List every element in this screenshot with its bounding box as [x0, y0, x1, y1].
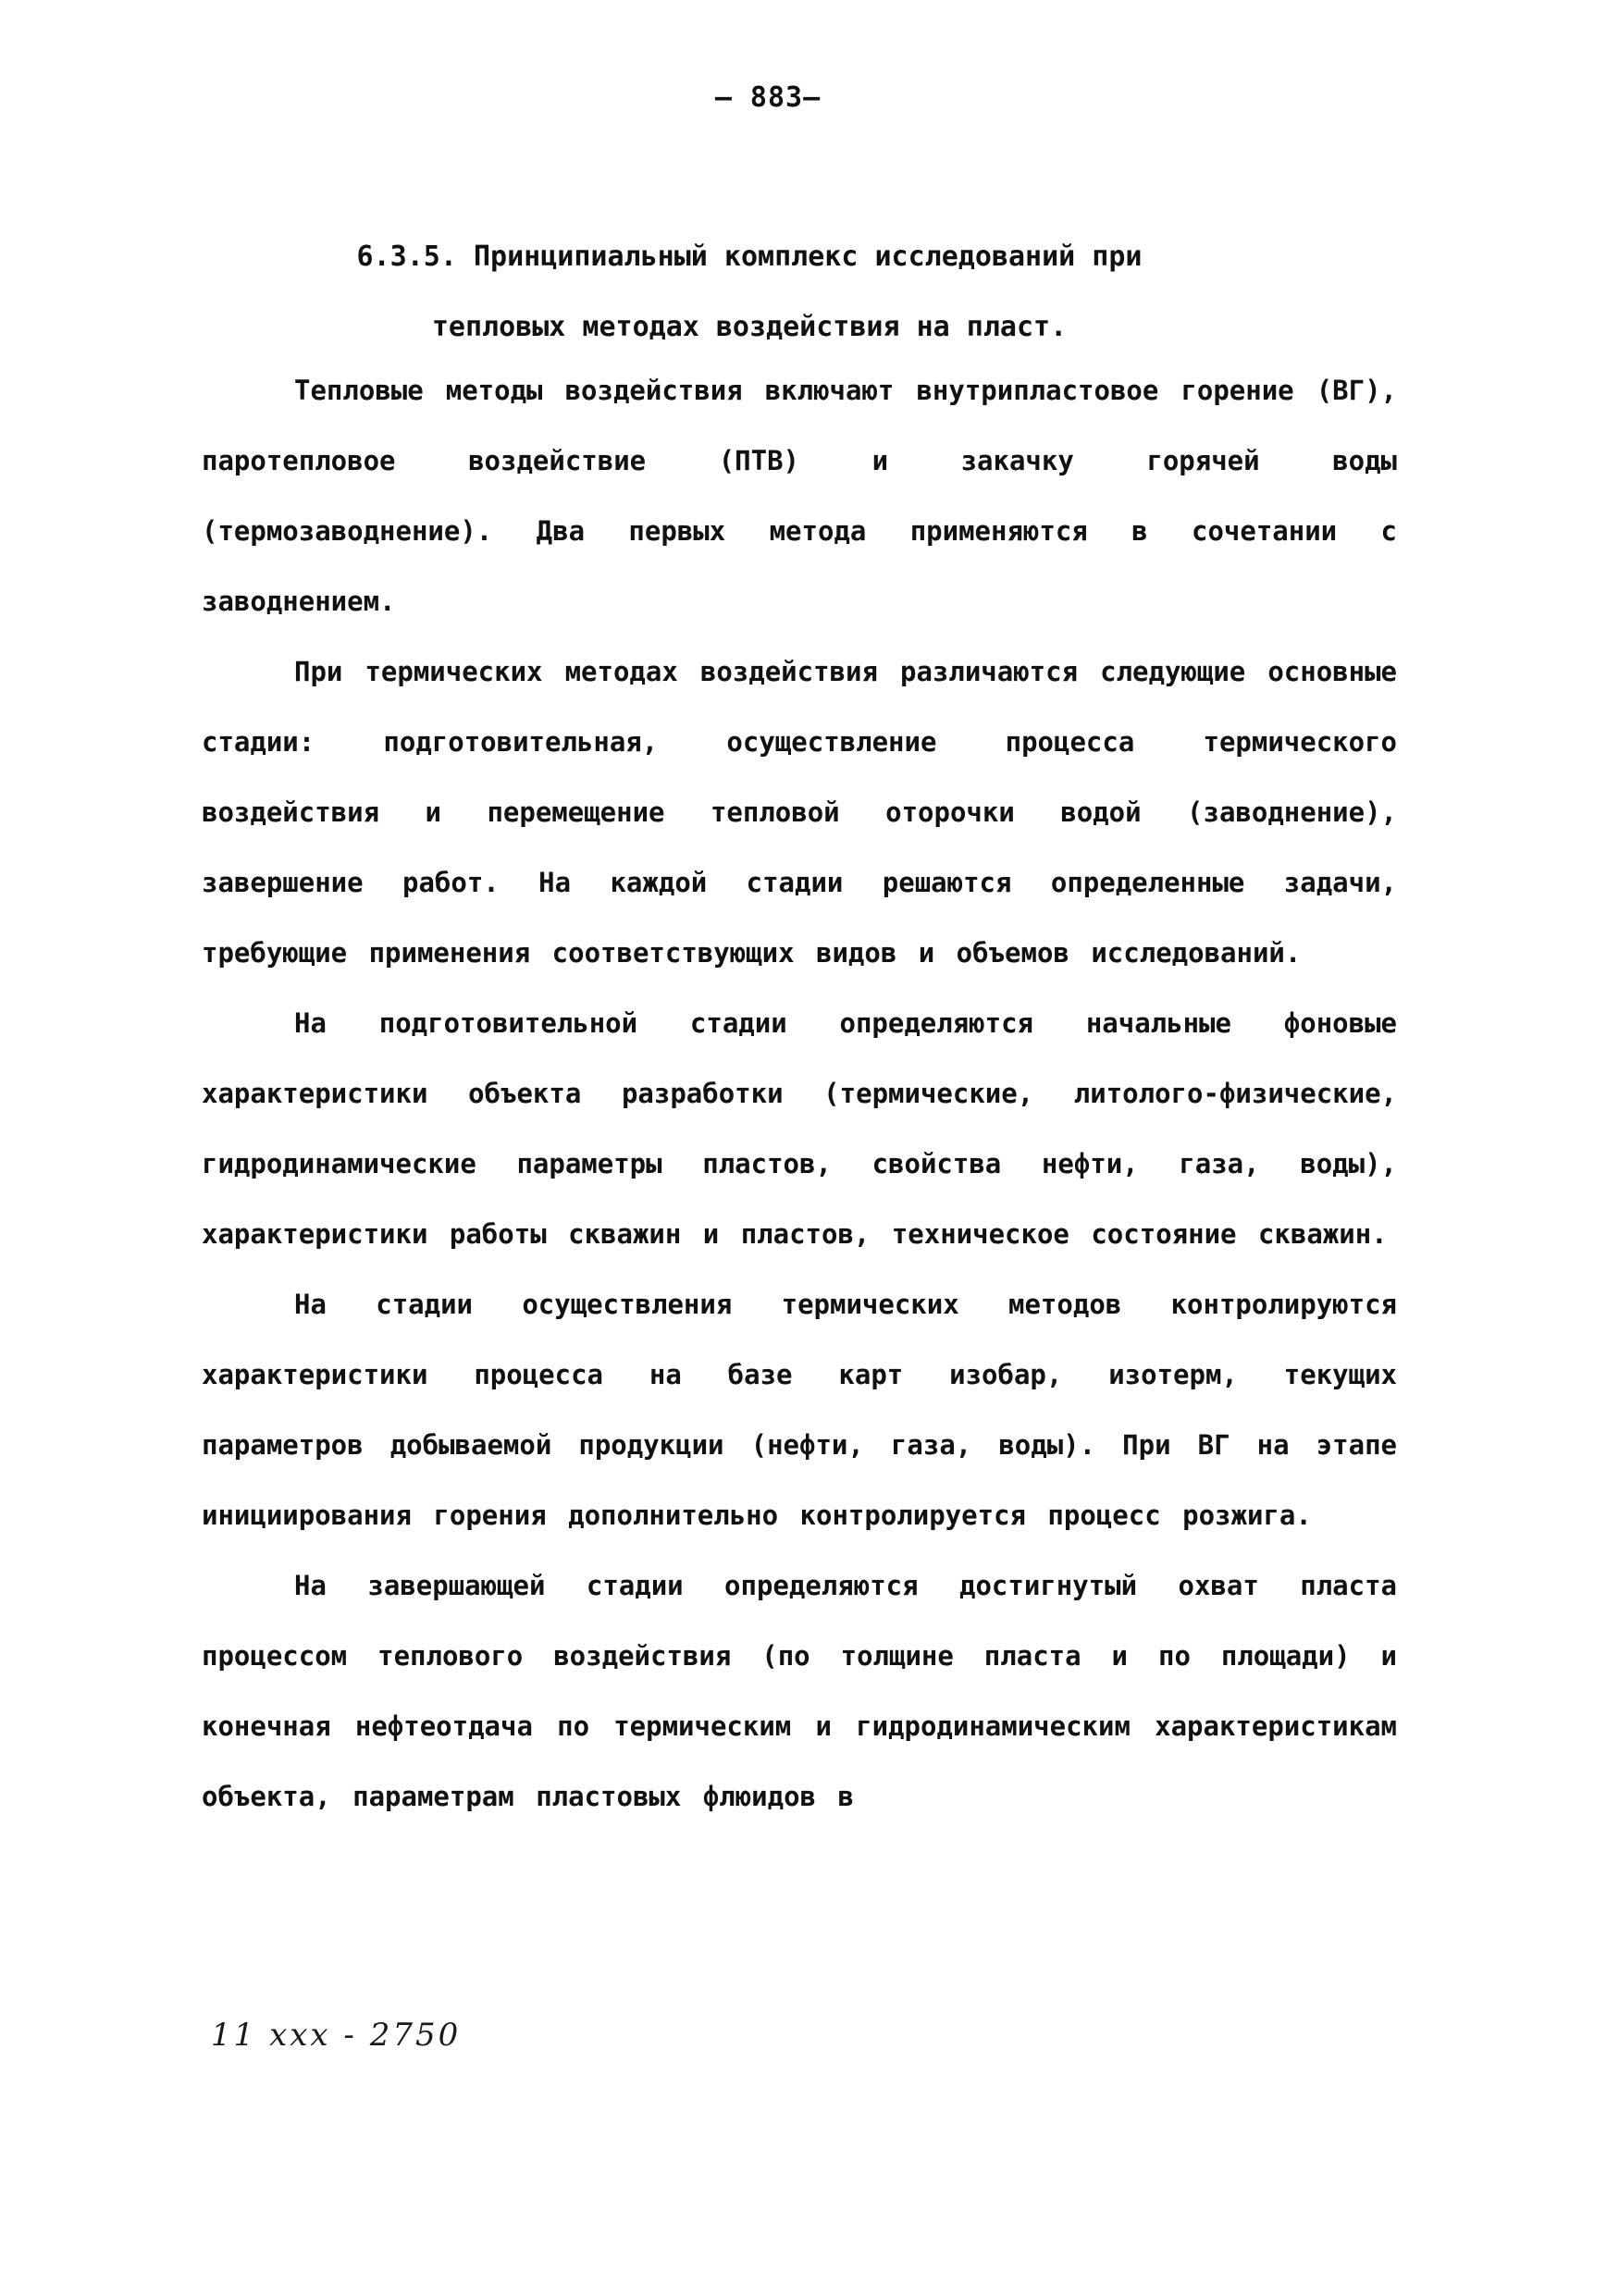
- section-heading: [0, 222, 1499, 363]
- paragraph-5: На завершающей стадии определяются достигнутый охват пласта процессом теплового воздействия (по толщине пласта и по площади) и конечная нефтеотдача по термическим и гидродинамическим характеристикам объекта, параметрам пластовых флюидов в: [202, 1570, 1397, 1812]
- paragraph-2: При термических методах воздействия различаются следующие основные стадии: подготовительная, осуществление процесса термического воздействия и перемещение тепловой оторочки водой (заводнение), завершение работ. На каждой стадии решаются определенные задачи, требующие применения соответствующих видов и объемов исследований.: [202, 656, 1397, 969]
- paragraph-3: На подготовительной стадии определяются начальные фоновые характеристики объекта разработки (термические, литолого-физические, гидродинамические параметры пластов, свойства нефти, газа, воды), характеристики работы скважин и пластов, техническое состояние скважин.: [202, 1007, 1397, 1250]
- page-number: — 883—: [714, 81, 822, 114]
- section-heading-line-1: 6.3.5. Принципиальный комплекс исследований при: [356, 241, 1143, 273]
- handwritten-note: 11 ххх - 2750: [211, 2017, 462, 2054]
- section-heading-line-2: тепловых методах воздействия на пласт.: [431, 311, 1068, 343]
- paragraph-4: На стадии осуществления термических методов контролируются характеристики процесса на базе карт изобар, изотерм, текущих параметров добываемой продукции (нефти, газа, воды). При ВГ на этапе инициирования горения дополнительно контролируется процесс розжига.: [202, 1289, 1397, 1531]
- body-text: [202, 355, 1397, 1832]
- paragraph-1: Тепловые методы воздействия включают внутрипластовое горение (ВГ), паротепловое воздействие (ПТВ) и закачку горячей воды (термозаводнение). Два первых метода применяются в сочетании с заводнением.: [202, 375, 1397, 617]
